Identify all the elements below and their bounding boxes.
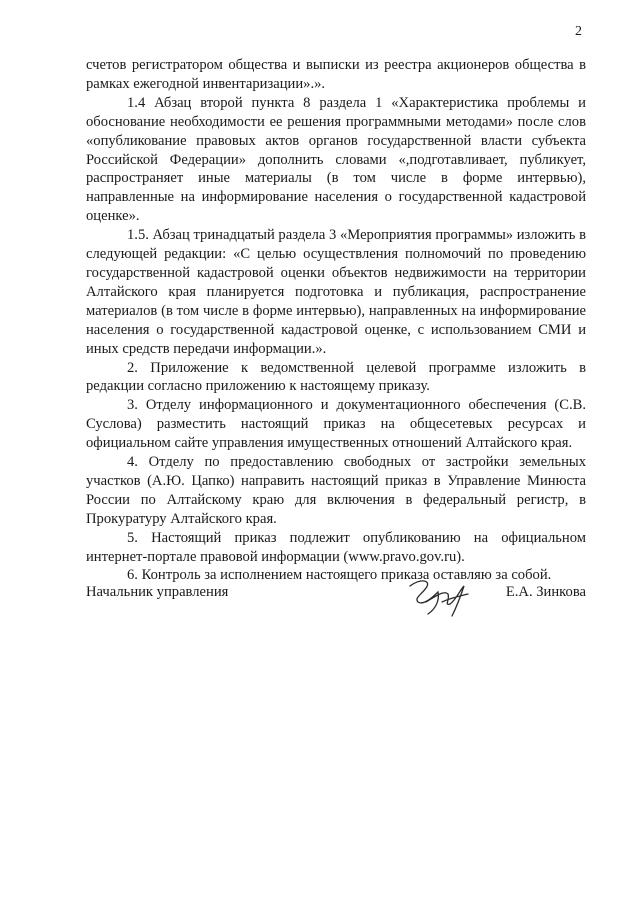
paragraph-4: 4. Отделу по предоставлению свободных от застройки земельных участков (А.Ю. Цапко) направить настоящий приказ в Управление Минюста России по Алтайскому краю для включения в федеральный регистр, в Прокуратуру Алтайского края. <box>86 454 586 527</box>
page-number: 2 <box>575 24 582 39</box>
paragraph-continuation: счетов регистратором общества и выписки из реестра акционеров общества в рамках ежегодной инвентаризации».». <box>86 57 586 92</box>
handwritten-signature <box>404 572 474 620</box>
paragraph-5: 5. Настоящий приказ подлежит опубликованию на официальном интернет-портале правовой информации (www.pravo.gov.ru). <box>86 529 586 565</box>
paragraph-1-5: 1.5. Абзац тринадцатый раздела 3 «Мероприятия программы» изложить в следующей редакции: «С целью осуществления полномочий по проведению государственной кадастровой оценки объектов недвижимости на территории Алтайского края планируется подготовка и публикация, распространение материалов (в том числе в форме интервью), направленных на информирование населения о государственной кадастровой оценке, с использованием СМИ и иных средств передачи информации.». <box>86 227 586 357</box>
signer-name: Е.А. Зинкова <box>505 584 586 600</box>
position-title: Начальник управления <box>86 584 229 600</box>
document-body <box>86 56 586 585</box>
paragraph-1-4: 1.4 Абзац второй пункта 8 раздела 1 «Характеристика проблемы и обоснование необходимости ее решения программными методами» после слов «опубликование правовых актов органов государственной власти субъекта Российской Федерации» дополнить словами «,подготавливает, публикует, распространяет иные материалы (в том числе в форме интервью), направленные на информирование населения о государственной кадастровой оценке». <box>86 94 586 225</box>
paragraph-3: 3. Отделу информационного и документационного обеспечения (С.В. Суслова) разместить настоящий приказ на общесетевых ресурсах и официальном сайте управления имущественных отношений Алтайского края. <box>86 397 586 452</box>
signature-block <box>86 584 586 624</box>
paragraph-6: 6. Контроль за исполнением настоящего приказа оставляю за собой. <box>127 567 552 584</box>
paragraph-2: 2. Приложение к ведомственной целевой программе изложить в редакции согласно приложению к настоящему приказу. <box>86 359 586 395</box>
